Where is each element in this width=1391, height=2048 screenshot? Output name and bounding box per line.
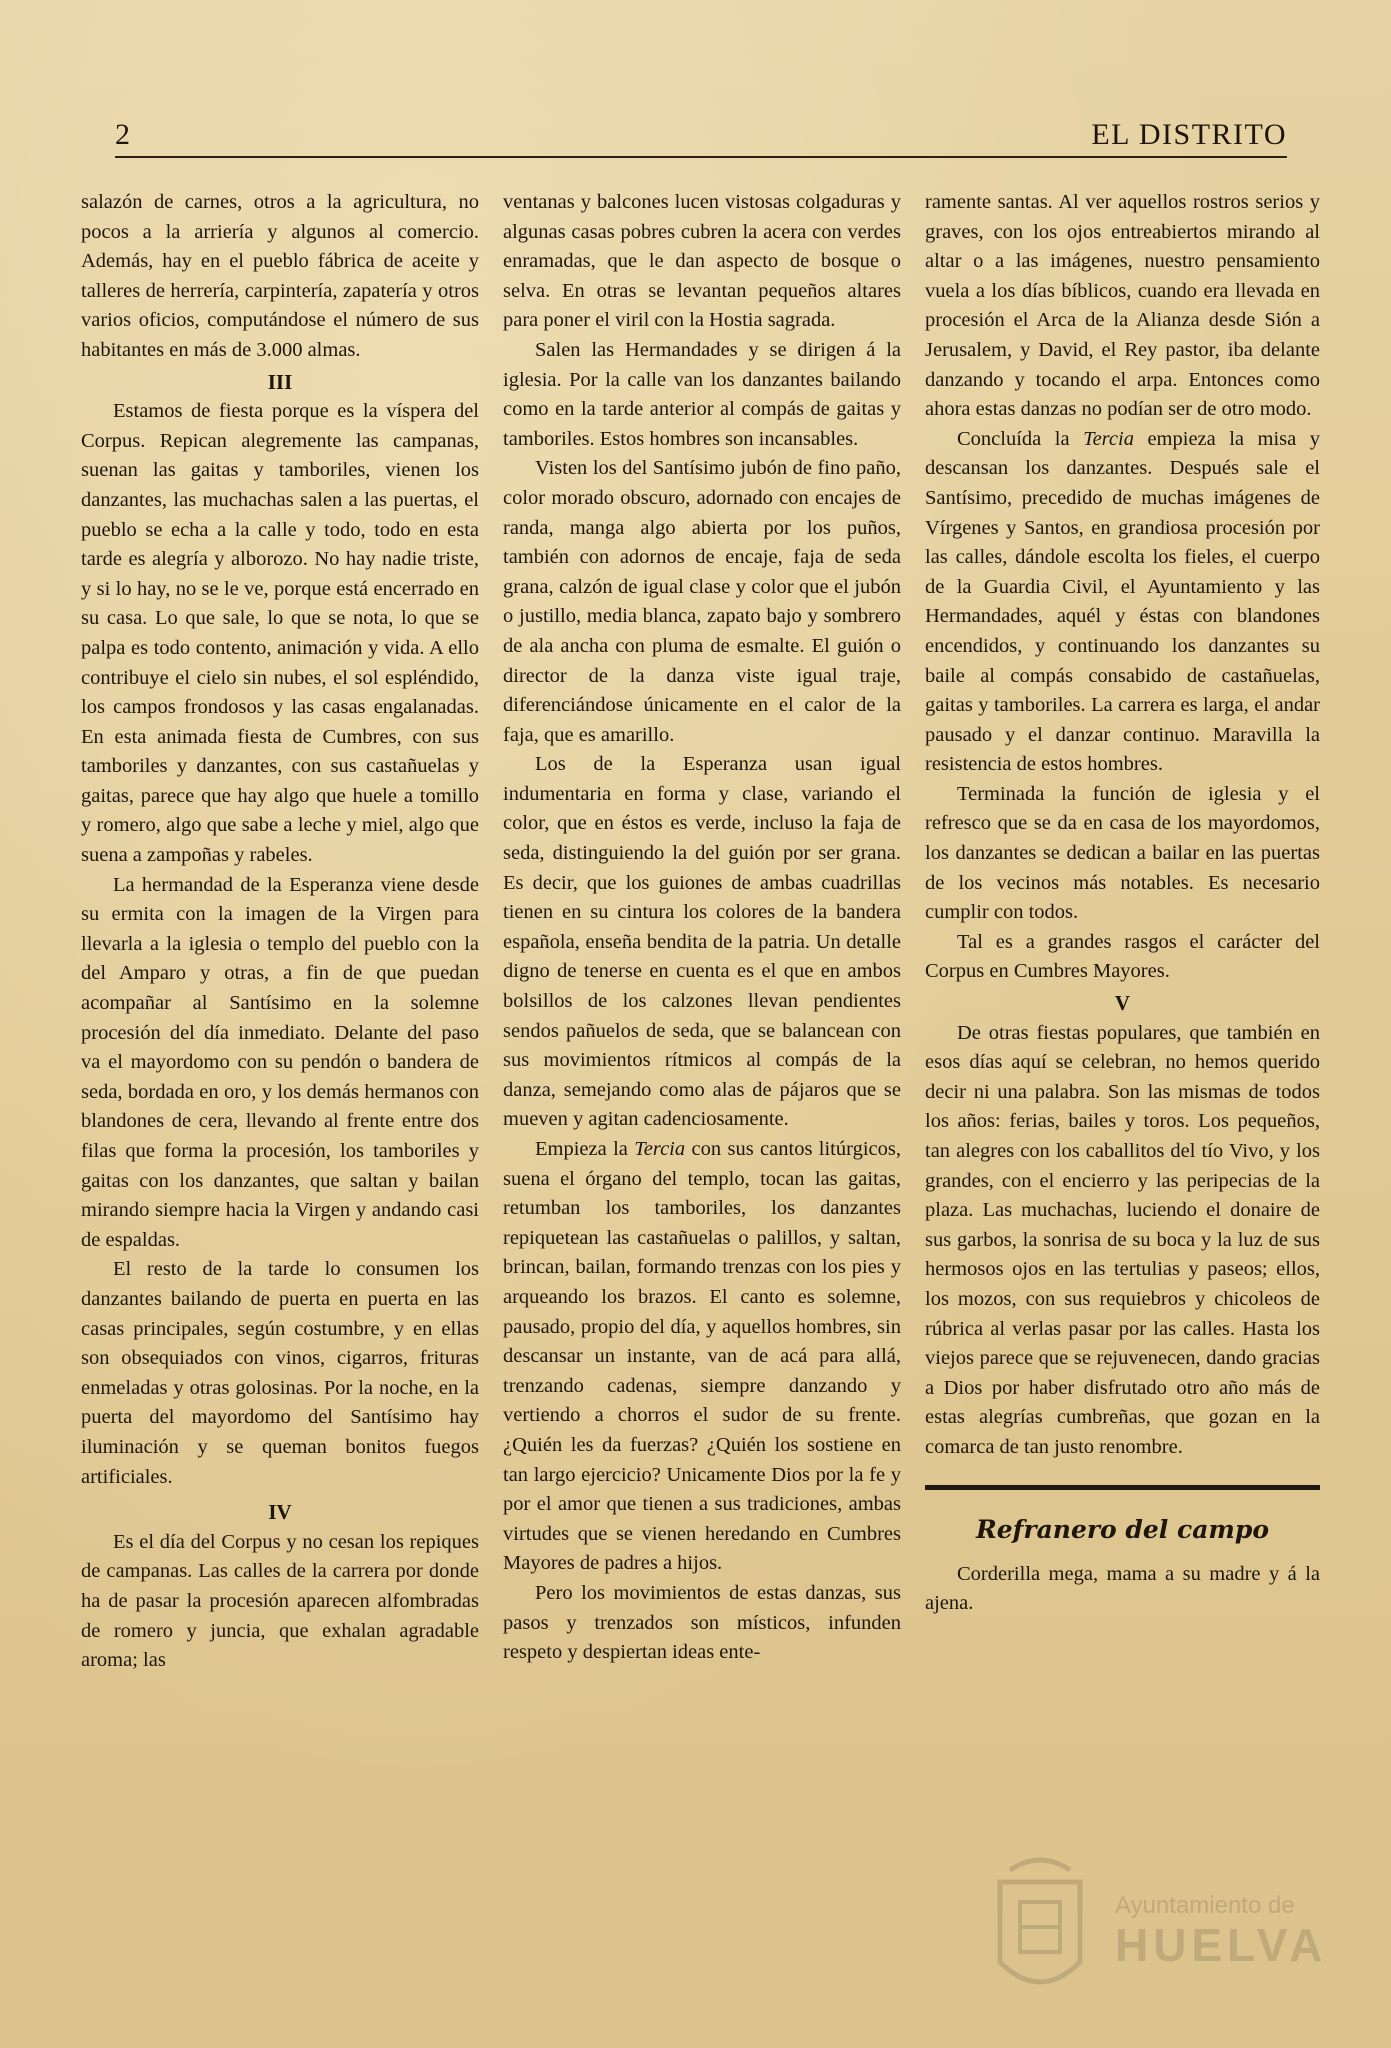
refranero-title: Refranero del campo (975, 1514, 1270, 1544)
text-run: empieza la misa y descansan los danzantes. Después sale el Santísimo, precedido de muchas imágenes de Vírgenes y Santos, en grandiosa procesión por las calles, dándole escolta los fieles, el cuerpo de la Guardia Civil, el Ayuntamiento y las Hermandades, aquél y éstas con blandones encendidos, y continuando los danzantes su baile al compás consabido de castañuelas, gaitas y tamboriles. La carrera es larga, el andar pausado y el danzar continuo. Maravilla la resistencia de estos hombres. (925, 427, 1320, 776)
paragraph: Salen las Hermandades y se dirigen á la iglesia. Por la calle van los danzantes bailando como en la tarde anterior al compás de gaitas y tamboriles. Estos hombres son incansables. (503, 338, 901, 450)
page-header (115, 118, 1287, 158)
paragraph: salazón de carnes, otros a la agricultura, no pocos a la arriería y algunos al comercio. Además, hay en el pueblo fábrica de aceite y talleres de herrería, carpintería, zapatería y otros varios oficios, computándose el número de sus habitantes en más de 3.000 almas. (81, 191, 479, 361)
section-heading-iv: IV (268, 1500, 292, 1525)
watermark-line-1: Ayuntamiento de (1115, 1892, 1295, 1919)
text-run: Empieza la (535, 1138, 635, 1160)
paragraph: El resto de la tarde lo consumen los danzantes bailando de puerta en puerta en las casas principales, según costumbre, y en ellas son obsequiados con vinos, cigarros, frituras enmeladas y otras golosinas. Por la noche, en la puerta del mayordomo del Santísimo hay iluminación y se queman bonitos fuegos artificiales. (81, 1258, 479, 1488)
paragraph: Estamos de fiesta porque es la víspera del Corpus. Repican alegremente las campanas, suenan las gaitas y tamboriles, vienen los danzantes, las muchachas salen a las puertas, el pueblo se echa a la calle y todo, todo en esta tarde es alegría y alborozo. No hay nadie triste, y si lo hay, no se le ve, porque está encerrado en su casa. Lo que sale, lo que se nota, lo que se palpa es todo contento, animación y vida. A ello contribuye el cielo sin nubes, el sol espléndido, los campos frondosos y las casas engalanadas. En esta animada fiesta de Cumbres, con sus tamboriles y danzantes, con sus castañuelas y gaitas, parece que hay algo que huele a tomillo y romero, algo que sabe a leche y miel, algo que suena a zampoñas y rabeles. (81, 400, 479, 867)
paragraph: Es el día del Corpus y no cesan los repiques de campanas. Las calles de la carrera por donde ha de pasar la procesión aparecen alfombradas de romero y juncia, que exhalan agradable aroma; las (81, 1530, 479, 1672)
section-divider (925, 1485, 1320, 1490)
crest-icon (980, 1852, 1100, 2012)
paragraph (925, 425, 1320, 780)
paragraph: De otras fiestas populares, que también en esos días aquí se celebran, no hemos querido decir ni una palabra. Son las mismas de todos los años: ferias, bailes y toros. Los pequeños, tan alegres con los caballitos del tío Vivo, y los grandes, con el encierro y las peripecias de la plaza. Las muchachas, luciendo el donaire de sus garbos, la sonrisa de su boca y la luz de sus hermosos ojos en las tertulias y paseos; ellos, los mozos, con sus requiebros y chicoleos de rúbrica al verlas pasar por las calles. Hasta los viejos parece que se rejuvenecen, dando gracias a Dios por haber disfrutado otro año más de estas alegrías cumbreñas, que gozan en la comarca de tan justo renombre. (925, 1021, 1320, 1458)
paragraph: Pero los movimientos de estas danzas, sus pasos y trenzados son místicos, infunden respeto y despiertan ideas ente- (503, 1581, 901, 1664)
section-heading-iii: III (267, 369, 293, 394)
paragraph: Tal es a grandes rasgos el carácter del Corpus en Cumbres Mayores. (925, 930, 1320, 983)
watermark-text (1115, 1892, 1327, 1970)
text-run: Concluída la (957, 427, 1084, 450)
paragraph: La hermandad de la Esperanza viene desde su ermita con la imagen de la Virgen para llevarla a la iglesia o templo del pueblo con la del Amparo y otras, a fin de que puedan acompañar al Santísimo en la solemne procesión del día inmediato. Delante del paso va el mayordomo con su pendón o bandera de seda, bordada en oro, y los demás hermanos con blandones de cera, llevando al frente entre dos filas que forma la procesión, los tamboriles y gaitas con los danzantes, que saltan y bailan mirando siempre hacia la Virgen y andando casi de espaldas. (81, 873, 479, 1251)
column-2 (503, 188, 901, 1668)
paragraph: Los de la Esperanza usan igual indumentaria en forma y clase, variando el color, que en éstos es verde, incluso la faja de seda, distinguiendo la del guión por ser grana. Es decir, que los guiones de ambas cuadrillas tienen en su cintura los colores de la bandera española, enseña bendita de la patria. Un detalle digno de tenerse en cuenta es el que en ambos bolsillos de los calzones llevan pendientes sendos pañuelos de seda, que se balancean con sus movimientos rítmicos al compás de la danza, semejando como alas de pájaros que se mueven y agitan cadenciosamente. (503, 753, 901, 1131)
paragraph: ramente santas. Al ver aquellos rostros serios y graves, con los ojos entreabiertos mirando al altar o a las imágenes, nuestro pensamiento vuela a los días bíblicos, cuando era llevada en procesión el Arca de la Alianza desde Sión a Jerusalem, y David, el Rey pastor, iba delante danzando y tocando el arpa. Entonces como ahora estas danzas no podían ser de otro modo. (925, 191, 1320, 421)
page-number: 2 (115, 118, 130, 151)
column-3 (925, 188, 1320, 1619)
column-1 (81, 188, 479, 1676)
paragraph: Terminada la función de iglesia y el refresco que se da en casa de los mayordomos, los danzantes se dedican a bailar en las puertas de los vecinos más notables. Es necesario cumplir con todos. (925, 782, 1320, 924)
italic-term: Tercia (634, 1138, 686, 1160)
paragraph (503, 1135, 901, 1579)
watermark-line-2: HUELVA (1115, 1919, 1328, 1971)
paragraph: Visten los del Santísimo jubón de fino paño, color morado obscuro, adornado con encajes de randa, manga algo abierta por los puños, también con adornos de encaje, faja de seda grana, calzón de igual clase y color que el jubón o justillo, media blanca, zapato bajo y sombrero de ala ancha con pluma de esmalte. El guión o director de la danza viste igual traje, diferenciándose únicamente en el calor de la faja, que es amarillo. (503, 457, 901, 746)
italic-term: Tercia (1083, 427, 1134, 450)
masthead-title: EL DISTRITO (1091, 118, 1287, 151)
section-heading-v: V (1114, 991, 1131, 1016)
paragraph: ventanas y balcones lucen vistosas colgaduras y algunas casas pobres cubren la acera con verdes enramadas, que le dan aspecto de bosque o selva. En otras se levantan pequeños altares para poner el viril con la Hostia sagrada. (503, 191, 901, 332)
text-run: con sus cantos litúrgicos, suena el órgano del templo, tocan las gaitas, retumban los tamboriles, los danzantes repiquetean las castañuelas o palillos, y saltan, brincan, bailan, formando trenzas con los pies y arqueando los brazos. El canto es solemne, pausado, propio del día, y aquellos hombres, sin descansar un instante, van de acá para allá, trenzando cadenas, siempre danzando y vertiendo a chorros el sudor de su frente. ¿Quién les da fuerzas? ¿Quién los sostiene en tan largo ejercicio? Unicamente Dios por la fe y por el amor que tienen a sus tradiciones, ambas virtudes que se vienen heredando en Cumbres Mayores de padres a hijos. (503, 1138, 901, 1575)
archive-watermark (980, 1852, 1328, 2012)
refranero-text: Corderilla mega, mama a su madre y á la ajena. (925, 1562, 1320, 1615)
